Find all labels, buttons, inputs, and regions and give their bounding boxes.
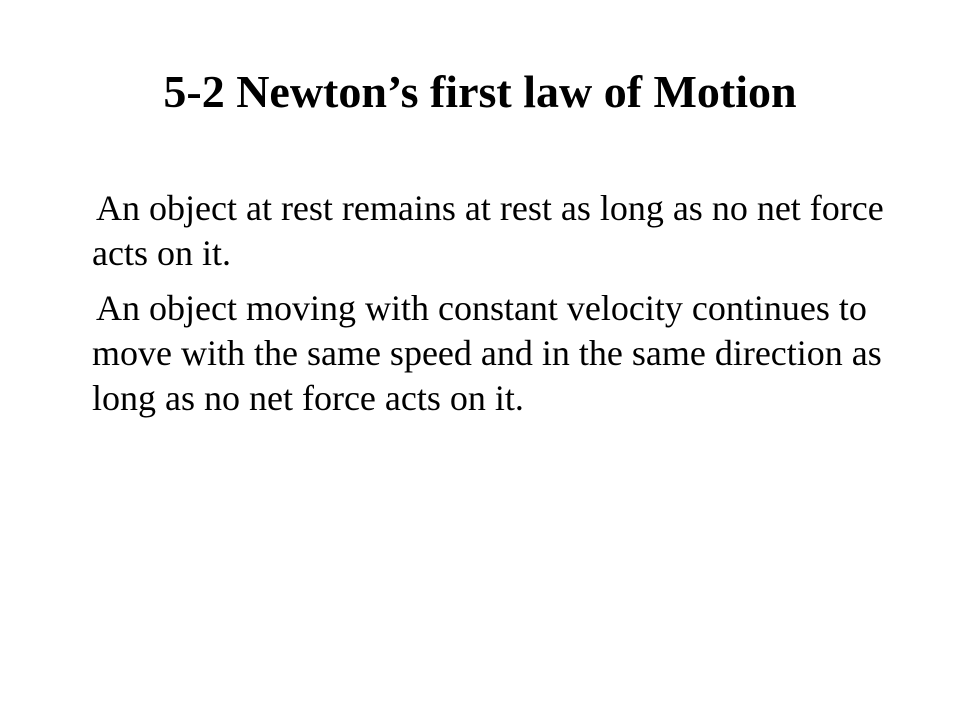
paragraph-constant-velocity: An object moving with constant velocity continues to move with the same speed and in the same direction as long as no net force acts on it.: [92, 288, 882, 418]
slide-body: [92, 186, 912, 431]
paragraph-at-rest: An object at rest remains at rest as long as no net force acts on it.: [92, 188, 884, 273]
slide-title: 5-2 Newton’s first law of Motion: [163, 66, 797, 117]
